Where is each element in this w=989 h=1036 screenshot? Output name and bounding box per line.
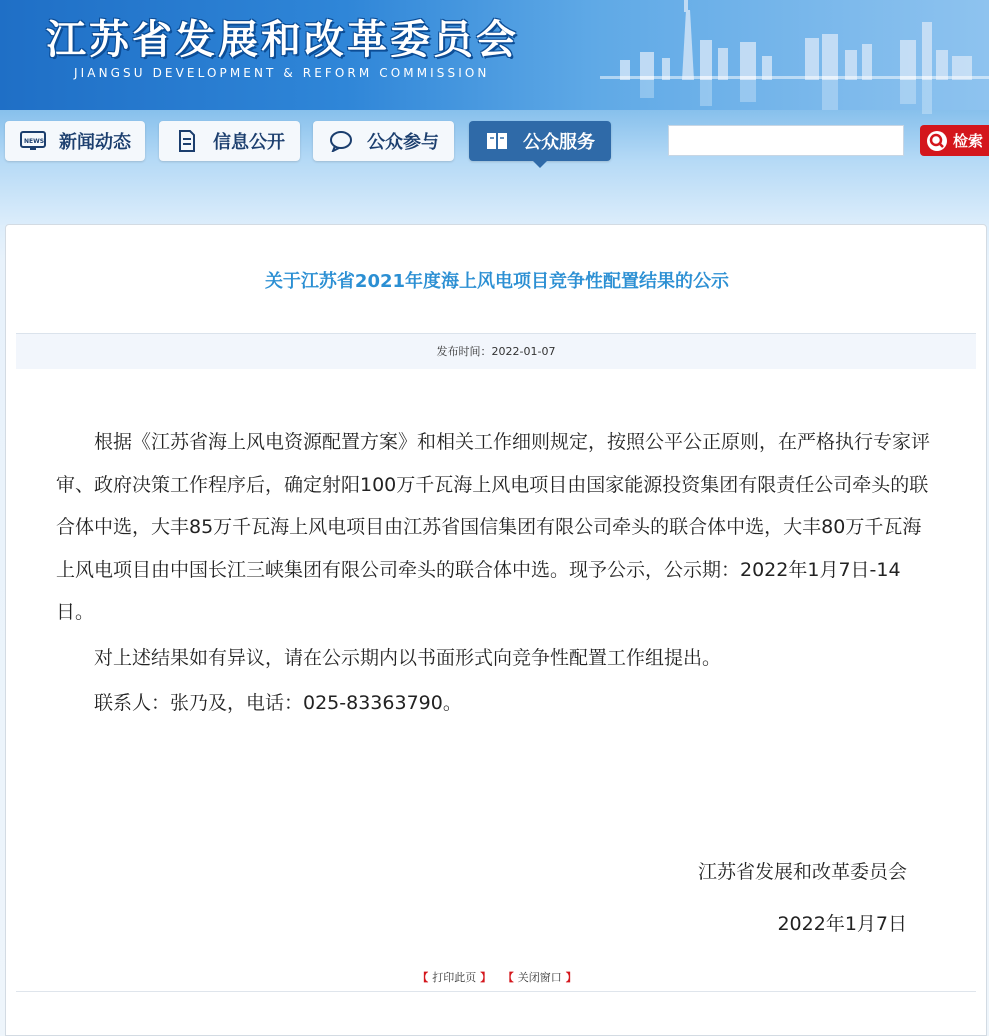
document-icon <box>173 130 201 152</box>
search-button-label: 检索 <box>953 133 984 150</box>
site-title: 江苏省发展和改革委员会 <box>46 17 519 63</box>
article-paragraph: 联系人：张乃及，电话：025-83363790。 <box>94 692 462 714</box>
publish-time: 发布时间：2022-01-07 <box>16 333 976 369</box>
search-button[interactable] <box>920 125 989 156</box>
nav-item-label: 公众参与 <box>367 132 439 153</box>
water-reflection-image <box>600 76 989 116</box>
print-link[interactable]: 【 打印此页 】 <box>417 971 492 984</box>
page-actions <box>6 969 988 985</box>
search-input[interactable] <box>668 125 904 156</box>
article-panel <box>5 224 987 1036</box>
divider <box>16 991 976 992</box>
nav-item-news[interactable] <box>5 121 145 161</box>
signature-date: 2022年1月7日 <box>777 913 907 935</box>
article-title: 关于江苏省2021年度海上风电项目竞争性配置结果的公示 <box>264 271 730 292</box>
nav-item-public-participation[interactable] <box>313 121 454 161</box>
close-window-link[interactable]: 【 关闭窗口 】 <box>502 971 577 984</box>
nav-item-public-service[interactable] <box>469 121 611 161</box>
nav-item-label: 公众服务 <box>523 132 595 153</box>
svg-text:NEWS: NEWS <box>24 138 45 145</box>
nav-item-info-disclosure[interactable] <box>159 121 300 161</box>
article-paragraph: 根据《江苏省海上风电资源配置方案》和相关工作细则规定，按照公平公正原则，在严格执行专家评审、政府决策工作程序后，确定射阳100万千瓦海上风电项目由国家能源投资集团有限责任公司牵头的联合体中选，大丰85万千瓦海上风电项目由江苏省国信集团有限公司牵头的联合体中选，大丰80万千瓦海上风电项目由中国长江三峡集团有限公司牵头的联合体中选。现予公示，公示期：2022年1月7日-14日。 <box>56 431 931 623</box>
article-paragraph: 对上述结果如有异议，请在公示期内以书面形式向竞争性配置工作组提出。 <box>94 646 722 669</box>
search-icon <box>926 130 948 152</box>
nav-item-label: 新闻动态 <box>59 132 131 153</box>
site-banner <box>0 0 989 225</box>
nav-item-label: 信息公开 <box>213 132 285 153</box>
article-body <box>56 421 936 728</box>
site-subtitle: JIANGSU DEVELOPMENT & REFORM COMMISSION <box>74 66 490 80</box>
chat-icon <box>327 130 355 152</box>
book-icon <box>483 130 511 152</box>
signature-org: 江苏省发展和改革委员会 <box>697 861 907 883</box>
news-icon <box>19 130 47 152</box>
